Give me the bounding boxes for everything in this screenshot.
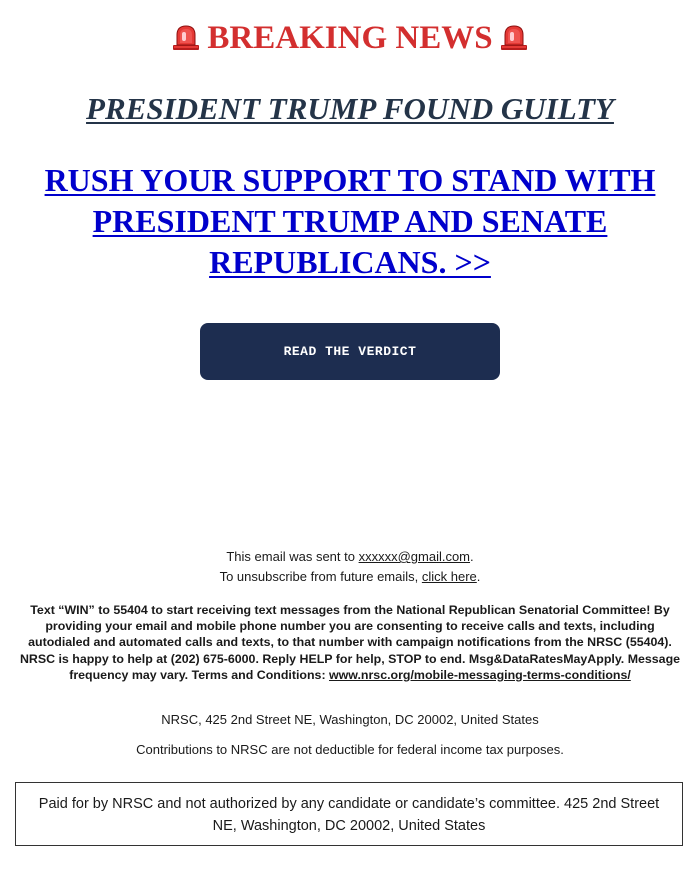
police-siren-icon — [499, 23, 529, 51]
postal-address: NRSC, 425 2nd Street NE, Washington, DC 20002, United States — [161, 712, 539, 727]
sms-disclaimer-text: Text “WIN” to 55404 to start receiving text messages from the National Republican Senatorial Committee! By providing your email and mobile phone number you are consenting to receive calls and texts, including autodialed and automated calls and texts, to that number with campaign notifications from the NRSC (55404). NRSC is happy to help at (202) 675-6000. Reply HELP for help, STOP to end. Msg&DataRatesMayApply. Message frequency may vary. Terms and Conditions: — [19, 603, 681, 682]
sms-terms-link[interactable]: www.nrsc.org/mobile-messaging-terms-conditions/ — [329, 667, 631, 682]
unsubscribe-prefix: To unsubscribe from future emails, — [219, 569, 422, 584]
paid-for-disclaimer: Paid for by NRSC and not authorized by any candidate or candidate’s committee. 425 2nd Street NE, Washington, DC 20002, United States — [15, 782, 683, 846]
sent-to-prefix: This email was sent to — [226, 549, 359, 564]
unsubscribe-link[interactable]: click here — [421, 569, 477, 584]
unsubscribe-suffix: . — [476, 569, 481, 584]
support-cta-link[interactable]: RUSH YOUR SUPPORT TO STAND WITH PRESIDENT TRUMP AND SENATE REPUBLICANS. >> — [44, 162, 656, 280]
read-verdict-button[interactable]: READ THE VERDICT — [200, 323, 500, 380]
contributions-notice: Contributions to NRSC are not deductible for federal income tax purposes. — [136, 742, 564, 757]
sms-disclaimer — [18, 602, 682, 683]
recipient-email-link[interactable]: xxxxxx@gmail.com — [358, 549, 471, 564]
police-siren-icon — [171, 23, 201, 51]
sent-to-line — [0, 547, 700, 567]
sent-to-suffix: . — [470, 549, 474, 564]
unsubscribe-line — [0, 567, 700, 587]
breaking-news-label: BREAKING NEWS — [207, 20, 493, 56]
breaking-news-banner — [0, 18, 700, 58]
headline: PRESIDENT TRUMP FOUND GUILTY — [86, 91, 614, 126]
